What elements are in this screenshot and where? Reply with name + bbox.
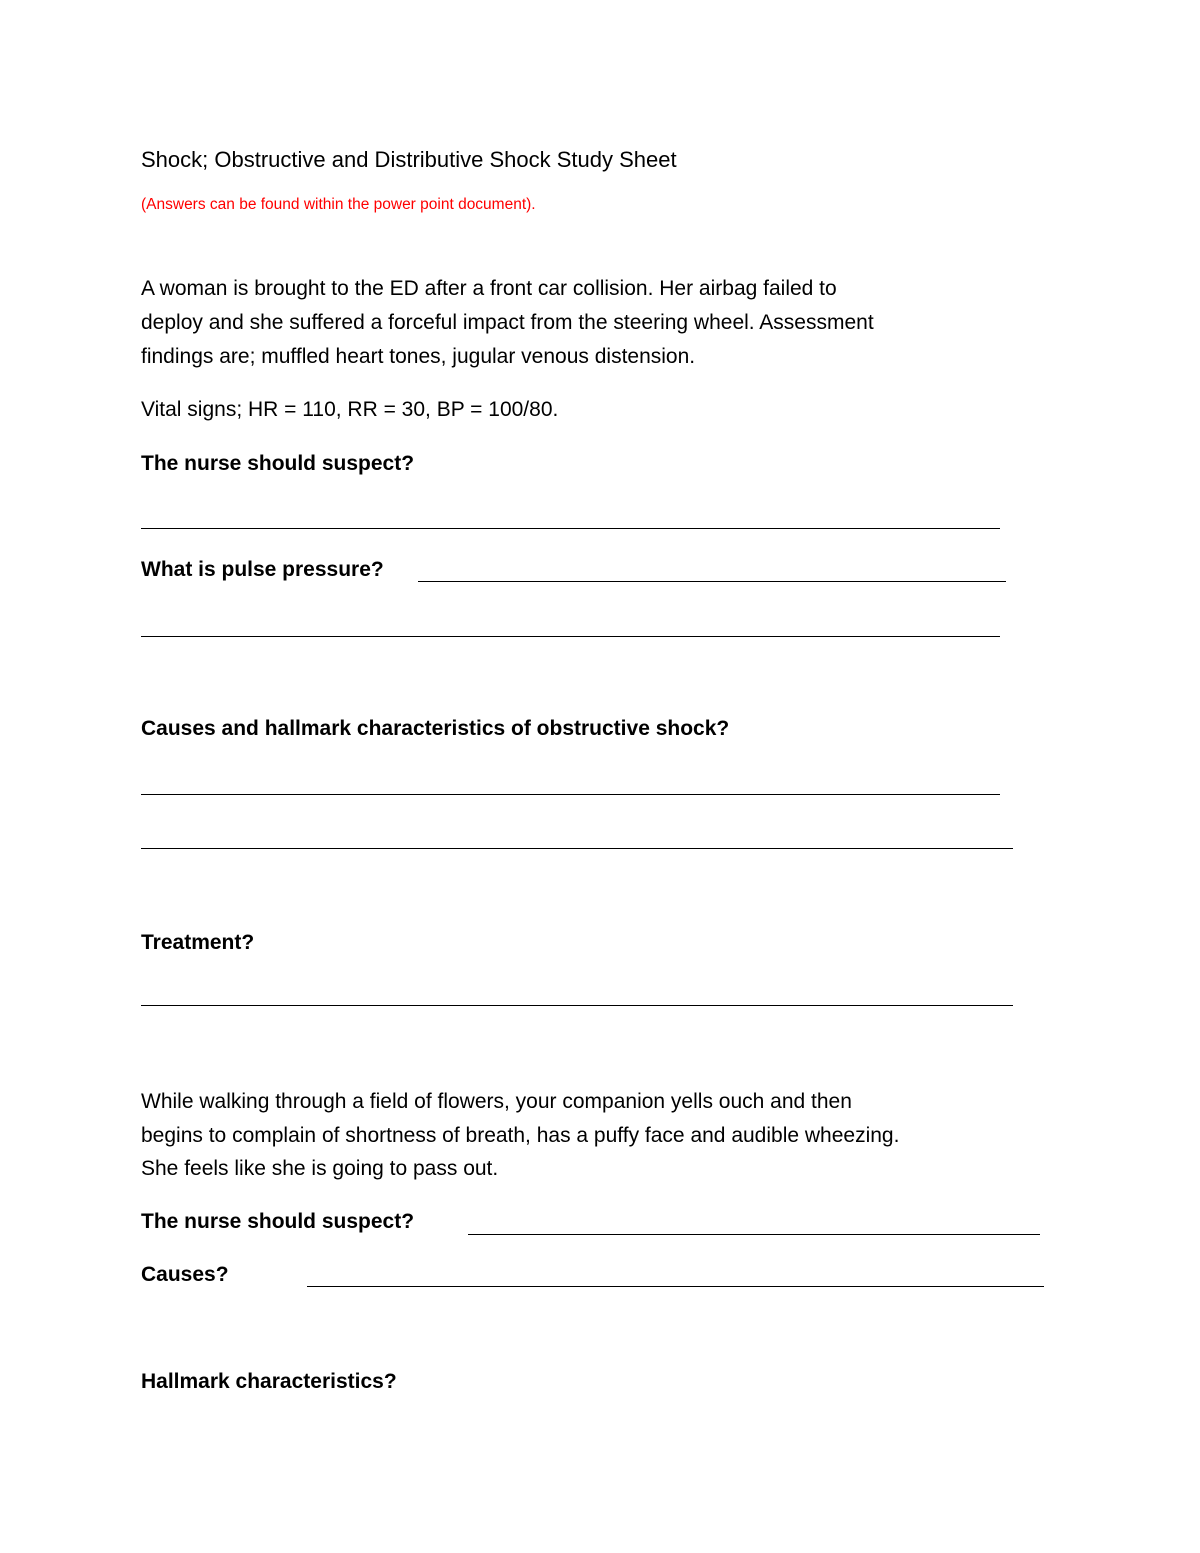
answer-line-pulse-pressure[interactable] — [418, 581, 1006, 582]
case2-question-causes: Causes? — [141, 1263, 229, 1286]
answer-line-suspect[interactable] — [141, 528, 1000, 529]
answer-line-causes-2[interactable] — [141, 848, 1013, 849]
case2-scenario-line-2: begins to complain of shortness of breath, has a puffy face and audible wheezing. — [141, 1124, 900, 1147]
answer-line-case2-suspect[interactable] — [468, 1234, 1040, 1235]
case1-scenario-line-2: deploy and she suffered a forceful impact from the steering wheel. Assessment — [141, 311, 874, 334]
case2-question-suspect: The nurse should suspect? — [141, 1210, 415, 1233]
case1-scenario-line-3: findings are; muffled heart tones, jugular venous distension. — [141, 345, 696, 368]
document-title: Shock; Obstructive and Distributive Shock Study Sheet — [141, 147, 677, 172]
answer-line-case2-causes[interactable] — [307, 1286, 1044, 1287]
case2-scenario-line-3: She feels like she is going to pass out. — [141, 1157, 499, 1180]
answer-line-treatment[interactable] — [141, 1005, 1013, 1006]
case1-question-suspect: The nurse should suspect? — [141, 452, 415, 475]
answer-line-causes-1[interactable] — [141, 794, 1000, 795]
case1-vital-signs: Vital signs; HR = 110, RR = 30, BP = 100/80. — [141, 398, 559, 421]
case1-scenario-line-1: A woman is brought to the ED after a front car collision. Her airbag failed to — [141, 277, 837, 300]
case1-question-treatment: Treatment? — [141, 931, 255, 954]
case2-question-hallmark: Hallmark characteristics? — [141, 1370, 397, 1393]
answer-line-pulse-pressure-2[interactable] — [141, 636, 1000, 637]
case1-question-pulse-pressure: What is pulse pressure? — [141, 558, 384, 581]
case2-scenario-line-1: While walking through a field of flowers, your companion yells ouch and then — [141, 1090, 852, 1113]
answers-note: (Answers can be found within the power point document). — [141, 196, 536, 213]
case1-question-causes: Causes and hallmark characteristics of obstructive shock? — [141, 717, 730, 740]
